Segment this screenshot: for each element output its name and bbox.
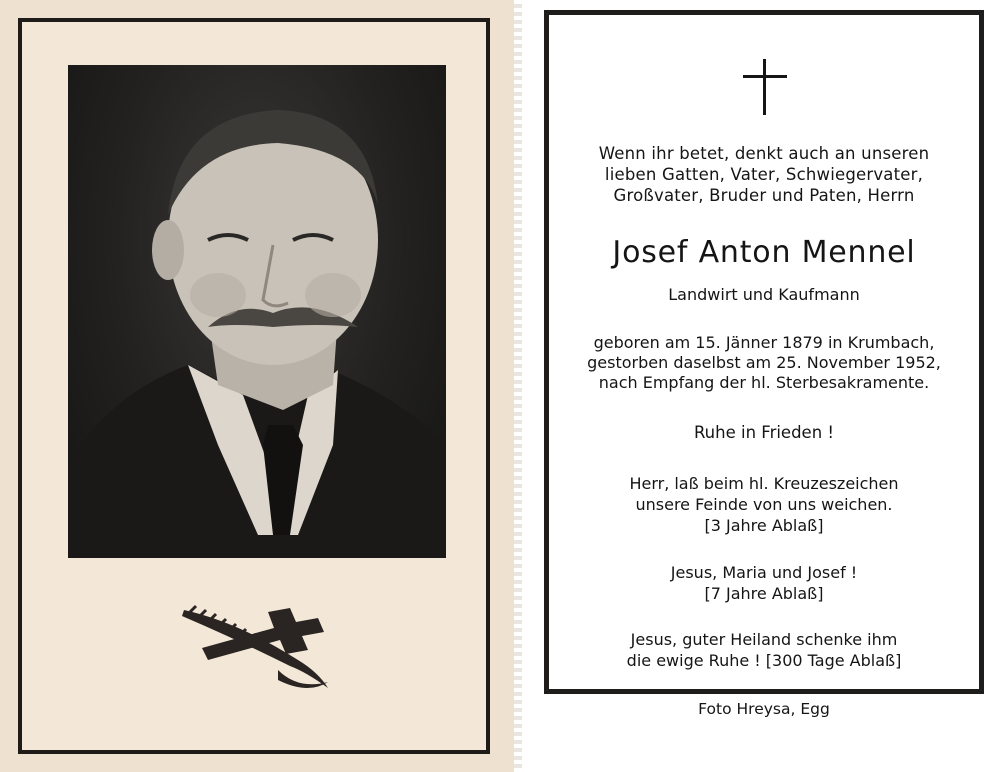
prayer-line: unsere Feinde von uns weichen. <box>635 495 893 514</box>
prayer-3 <box>549 629 979 671</box>
occupation: Landwirt und Kaufmann <box>668 285 860 304</box>
life-dates <box>549 333 979 393</box>
intro-line: lieben Gatten, Vater, Schwiegervater, <box>604 165 924 184</box>
cross-with-palm-branch-icon <box>178 600 348 695</box>
date-line: gestorben daselbst am 25. November 1952, <box>587 353 941 372</box>
prayer-line: Herr, laß beim hl. Kreuzeszeichen <box>629 474 899 493</box>
prayer-line: Jesus, guter Heiland schenke ihm <box>630 630 898 649</box>
photo-credit: Foto Hreysa, Egg <box>698 700 830 718</box>
prayer-line: [3 Jahre Ablaß] <box>704 516 824 535</box>
rest-in-peace: Ruhe in Frieden ! <box>693 423 835 442</box>
prayer-line: [7 Jahre Ablaß] <box>704 584 824 603</box>
latin-cross-icon <box>741 59 789 115</box>
prayer-1 <box>549 473 979 536</box>
date-line: geboren am 15. Jänner 1879 in Krumbach, <box>593 333 935 352</box>
prayer-line: Jesus, Maria und Josef ! <box>670 563 858 582</box>
text-card-frame <box>544 10 984 694</box>
portrait-illustration <box>68 65 446 558</box>
portrait-photo <box>68 65 446 558</box>
deceased-name: Josef Anton Mennel <box>612 235 916 270</box>
prayer-2 <box>549 562 979 604</box>
prayer-line: die ewige Ruhe ! [300 Tage Ablaß] <box>626 651 902 670</box>
date-line: nach Empfang der hl. Sterbesakramente. <box>598 373 930 392</box>
intro-text <box>549 143 979 206</box>
intro-line: Großvater, Bruder und Paten, Herrn <box>613 186 915 205</box>
memorial-text-card <box>522 0 1000 772</box>
intro-line: Wenn ihr betet, denkt auch an unseren <box>598 144 930 163</box>
